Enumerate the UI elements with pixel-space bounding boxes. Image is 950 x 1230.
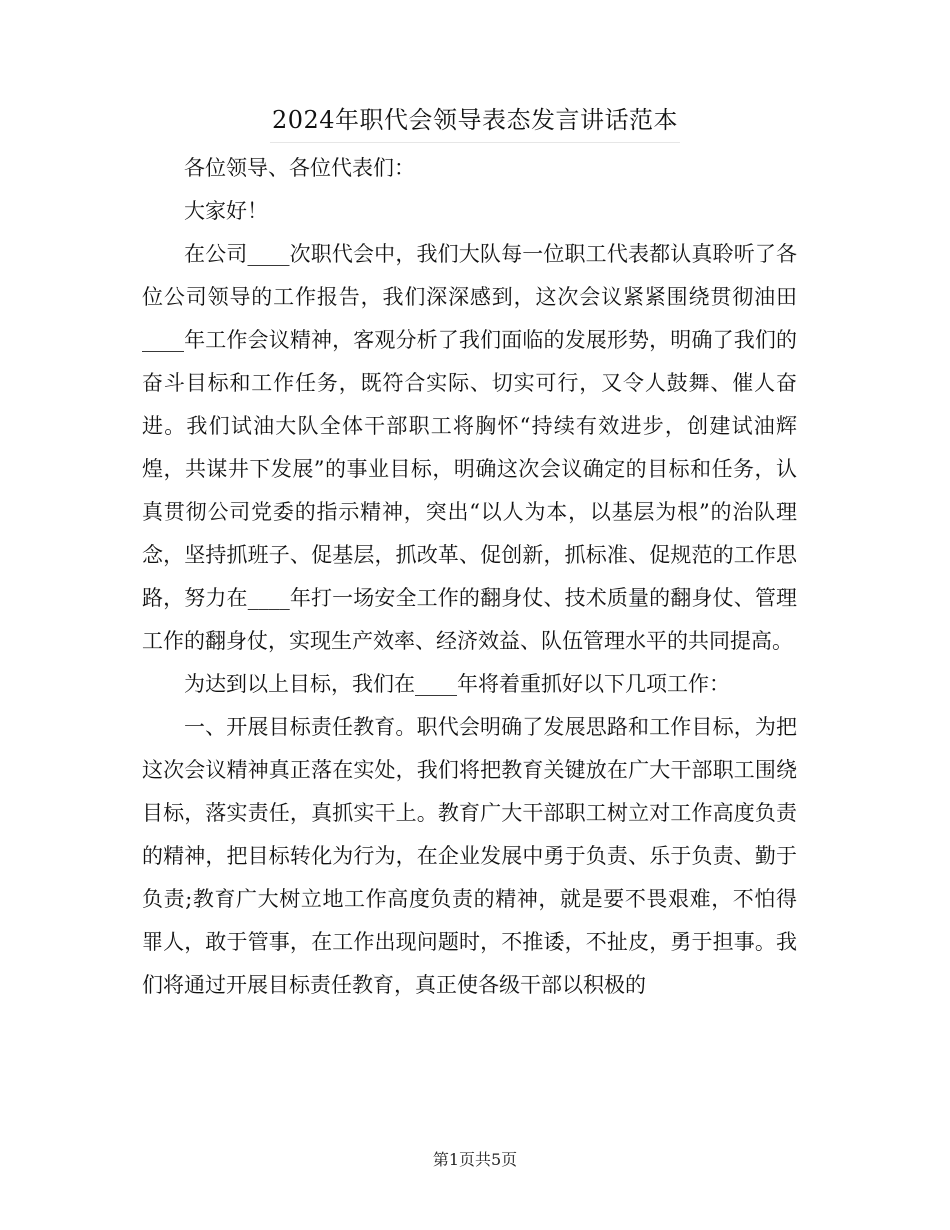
document-title: 2024年职代会领导表态发言讲话范本 xyxy=(270,100,680,143)
body-paragraph: 在公司____次职代会中，我们大队每一位职工代表都认真聆听了各位公司领导的工作报告，我们深深感到，这次会议紧紧围绕贯彻油田____年工作会议精神，客观分析了我们面临的发展形势，明确了我们的奋斗目标和工作任务，既符合实际、切实可行，又令人鼓舞、催人奋进。我们试油大队全体干部职工将胸怀“持续有效进步，创建试油辉煌，共谋井下发展”的事业目标，明确这次会议确定的目标和任务，认真贯彻公司党委的指示精神，突出“以人为本，以基层为根”的治队理念，坚持抓班子、促基层，抓改革、促创新，抓标准、促规范的工作思路，努力在____年打一场安全工作的翻身仗、技术质量的翻身仗、管理工作的翻身仗，实现生产效率、经济效益、队伍管理水平的共同提高。 xyxy=(142,242,797,653)
salutation-paragraph: 大家好！ xyxy=(184,199,268,223)
document-body xyxy=(142,147,797,1007)
body-paragraph: 一、开展目标责任教育。职代会明确了发展思路和工作目标，为把这次会议精神真正落在实处，我们将把教育关键放在广大干部职工围绕目标，落实责任，真抓实干上。教育广大干部职工树立对工作高度负责的精神，把目标转化为行为，在企业发展中勇于负责、乐于负责、勤于负责;教育广大树立地工作高度负责的精神，就是要不畏艰难，不怕得罪人，敢于管事，在工作出现问题时，不推诿，不扯皮，勇于担事。我们将通过开展目标责任教育，真正使各级干部以积极的 xyxy=(142,715,797,997)
title-container xyxy=(0,100,950,143)
page-number: 第1页共5页 xyxy=(432,1150,518,1169)
body-paragraph: 为达到以上目标，我们在____年将着重抓好以下几项工作： xyxy=(184,672,730,696)
greeting-paragraph: 各位领导、各位代表们： xyxy=(184,156,415,180)
